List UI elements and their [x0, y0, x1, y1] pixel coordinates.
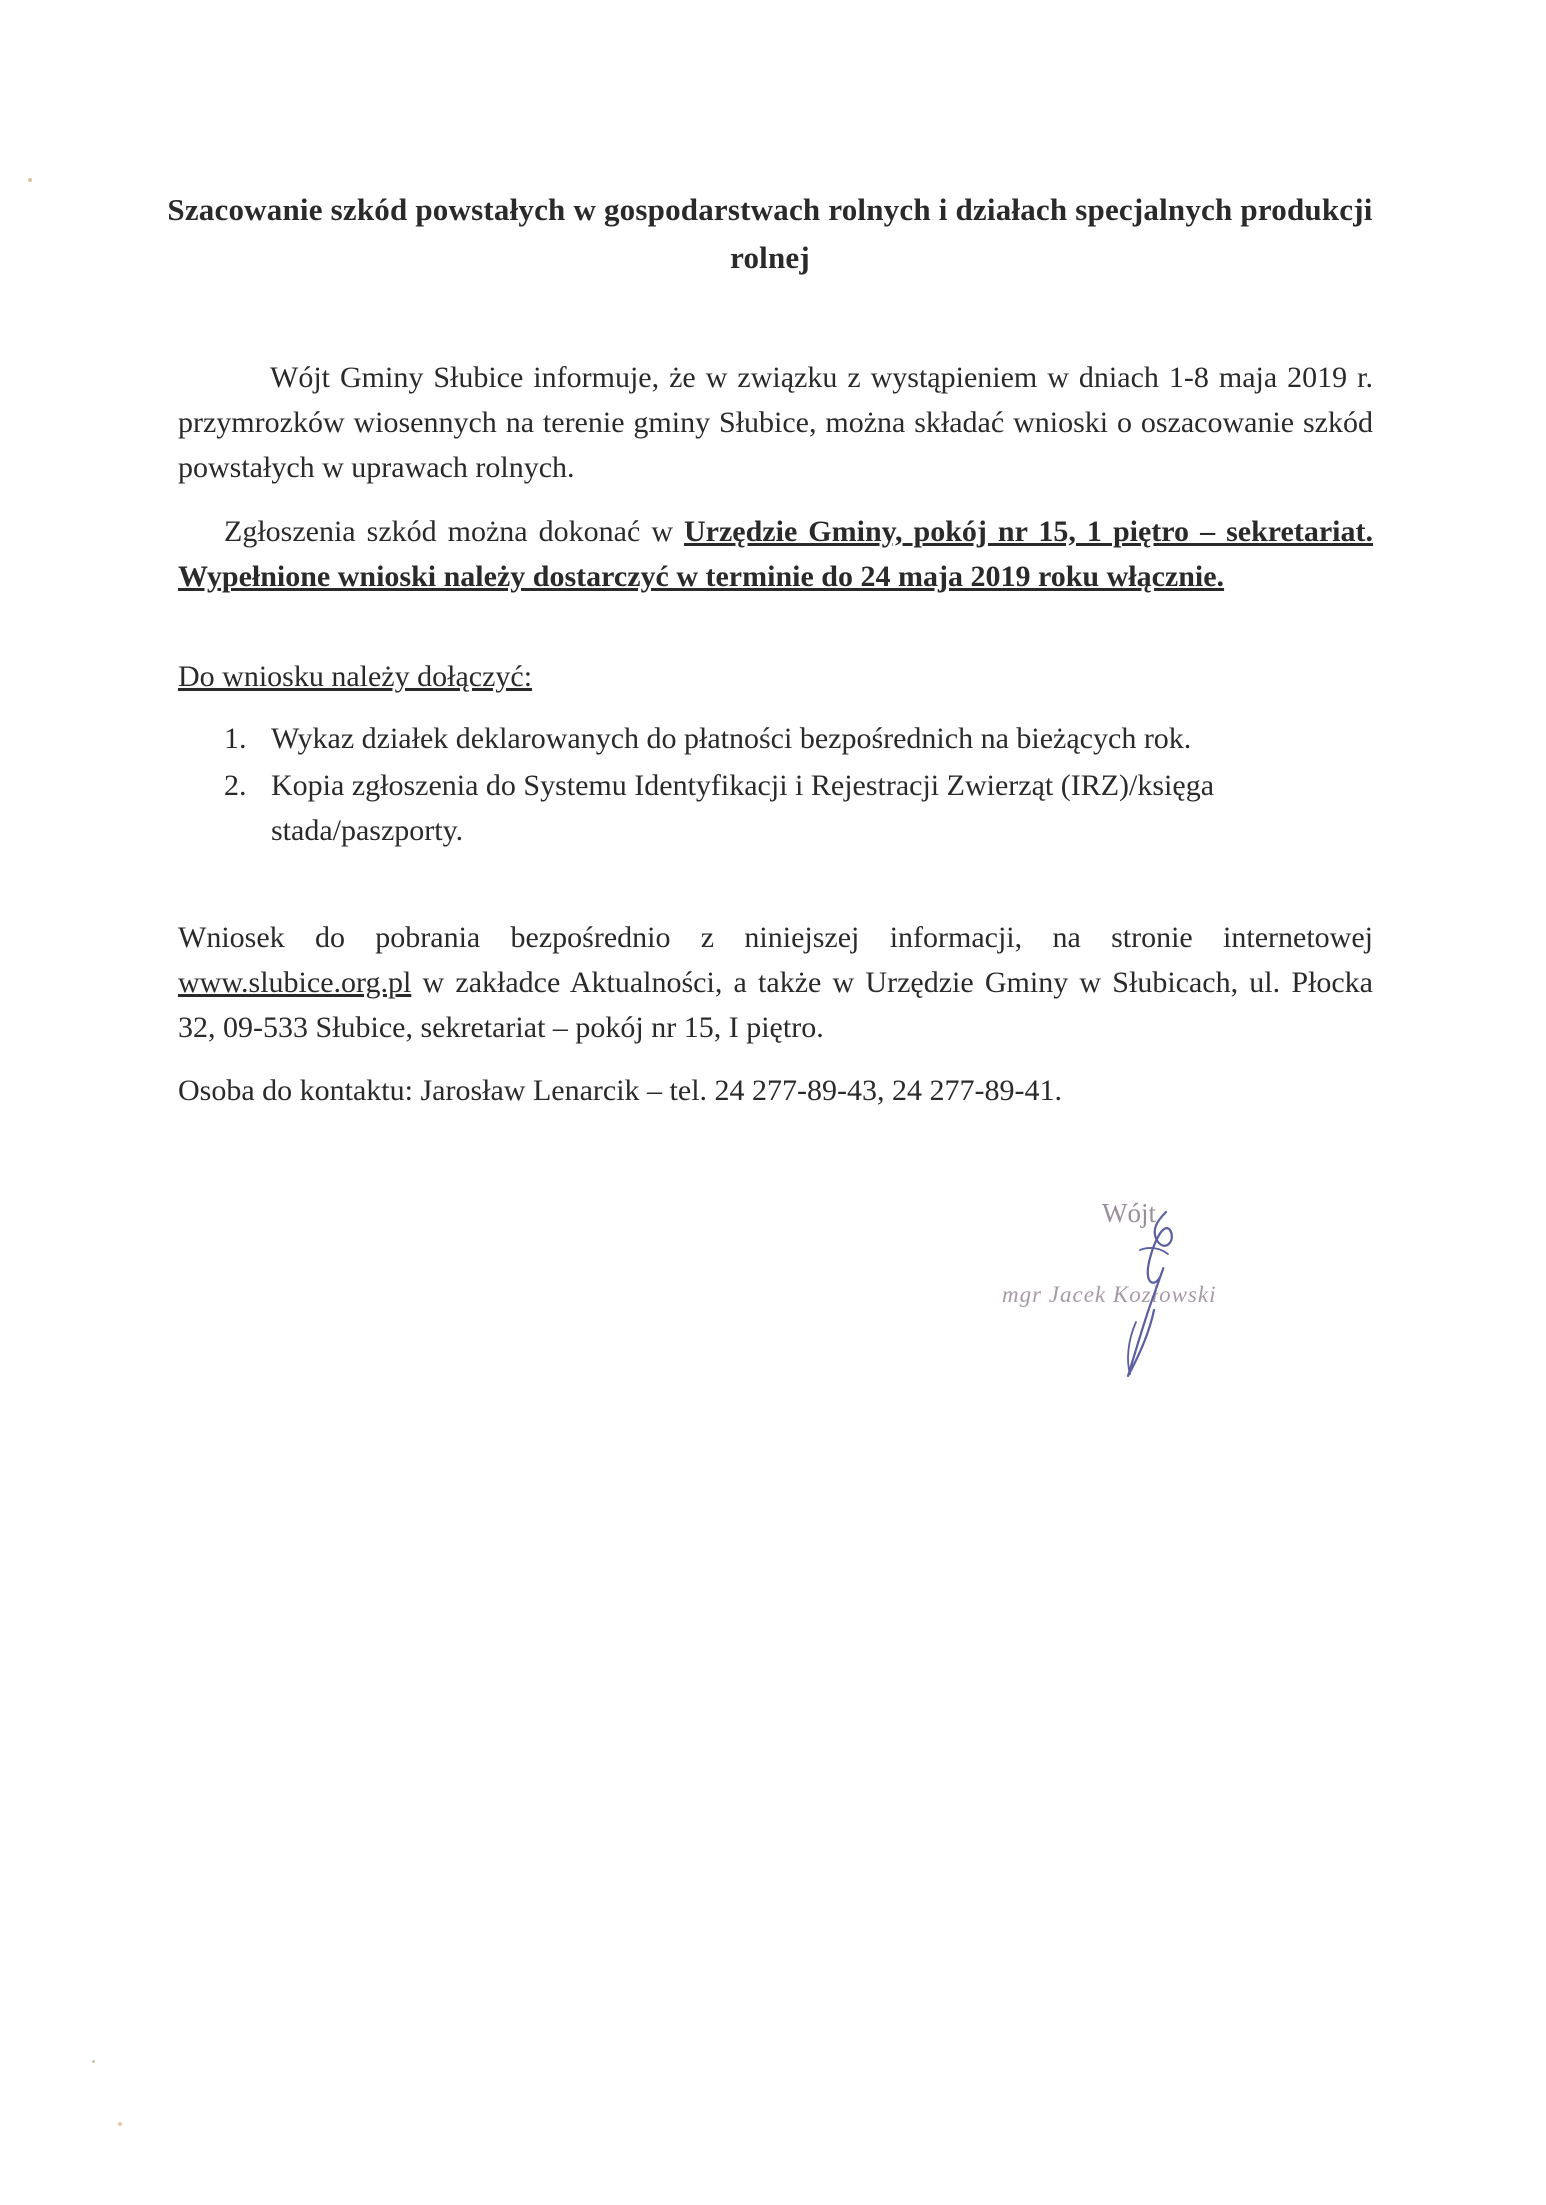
scan-speck	[118, 2122, 122, 2126]
attachments-list	[178, 716, 1373, 855]
scan-speck	[92, 2060, 95, 2063]
signature-name: mgr Jacek Kozłowski	[1002, 1282, 1217, 1307]
submission-prefix: Zgłoszenia szkód można dokonać w	[224, 515, 685, 548]
download-suffix: w zakładce Aktualności, a także w Urzędzie Gminy w Słubicach, ul. Płocka 32, 09-533 Słubice, sekretariat – pokój nr 15, I piętro.	[178, 966, 1373, 1044]
handwritten-signature-icon	[990, 1190, 1320, 1400]
attachments-heading-text: Do wniosku należy dołączyć:	[178, 660, 533, 693]
list-item-number: 2.	[224, 769, 247, 802]
list-item-text: Kopia zgłoszenia do Systemu Identyfikacji i Rejestracji Zwierząt (IRZ)/księga stada/paszporty.	[271, 769, 1215, 847]
download-prefix: Wniosek do pobrania bezpośrednio z niniejszej informacji, na stronie internetowej	[178, 921, 1373, 954]
signature-stamp	[990, 1190, 1320, 1400]
paragraph-submission	[178, 509, 1373, 599]
submission-details: Urzędzie Gminy, pokój nr 15, 1 piętro – sekretariat. Wypełnione wnioski należy dostarczyć w terminie do 24 maja 2019 roku włącznie.	[178, 515, 1373, 593]
list-item-text: Wykaz działek deklarowanych do płatności bezpośrednich na bieżących rok.	[271, 722, 1192, 755]
document-title: Szacowanie szkód powstałych w gospodarstwach rolnych i działach specjalnych produkcji rolnej	[167, 192, 1373, 275]
contact-line: Osoba do kontaktu: Jarosław Lenarcik – tel. 24 277-89-43, 24 277-89-41.	[178, 1074, 1062, 1107]
signature-title: Wójt	[1102, 1198, 1156, 1228]
paragraph-announcement: Wójt Gminy Słubice informuje, że w związku z wystąpieniem w dniach 1-8 maja 2019 r. przymrozków wiosennych na terenie gminy Słubice, można składać wnioski o oszacowanie szkód powstałych w uprawach rolnych.	[178, 361, 1373, 484]
list-item	[178, 716, 1373, 761]
website-link[interactable]: www.slubice.org.pl	[178, 966, 412, 999]
attachments-heading	[178, 654, 1373, 699]
scan-speck	[28, 178, 32, 182]
paragraph-download	[178, 915, 1373, 1050]
list-item-number: 1.	[224, 722, 247, 755]
list-item	[178, 763, 1373, 853]
